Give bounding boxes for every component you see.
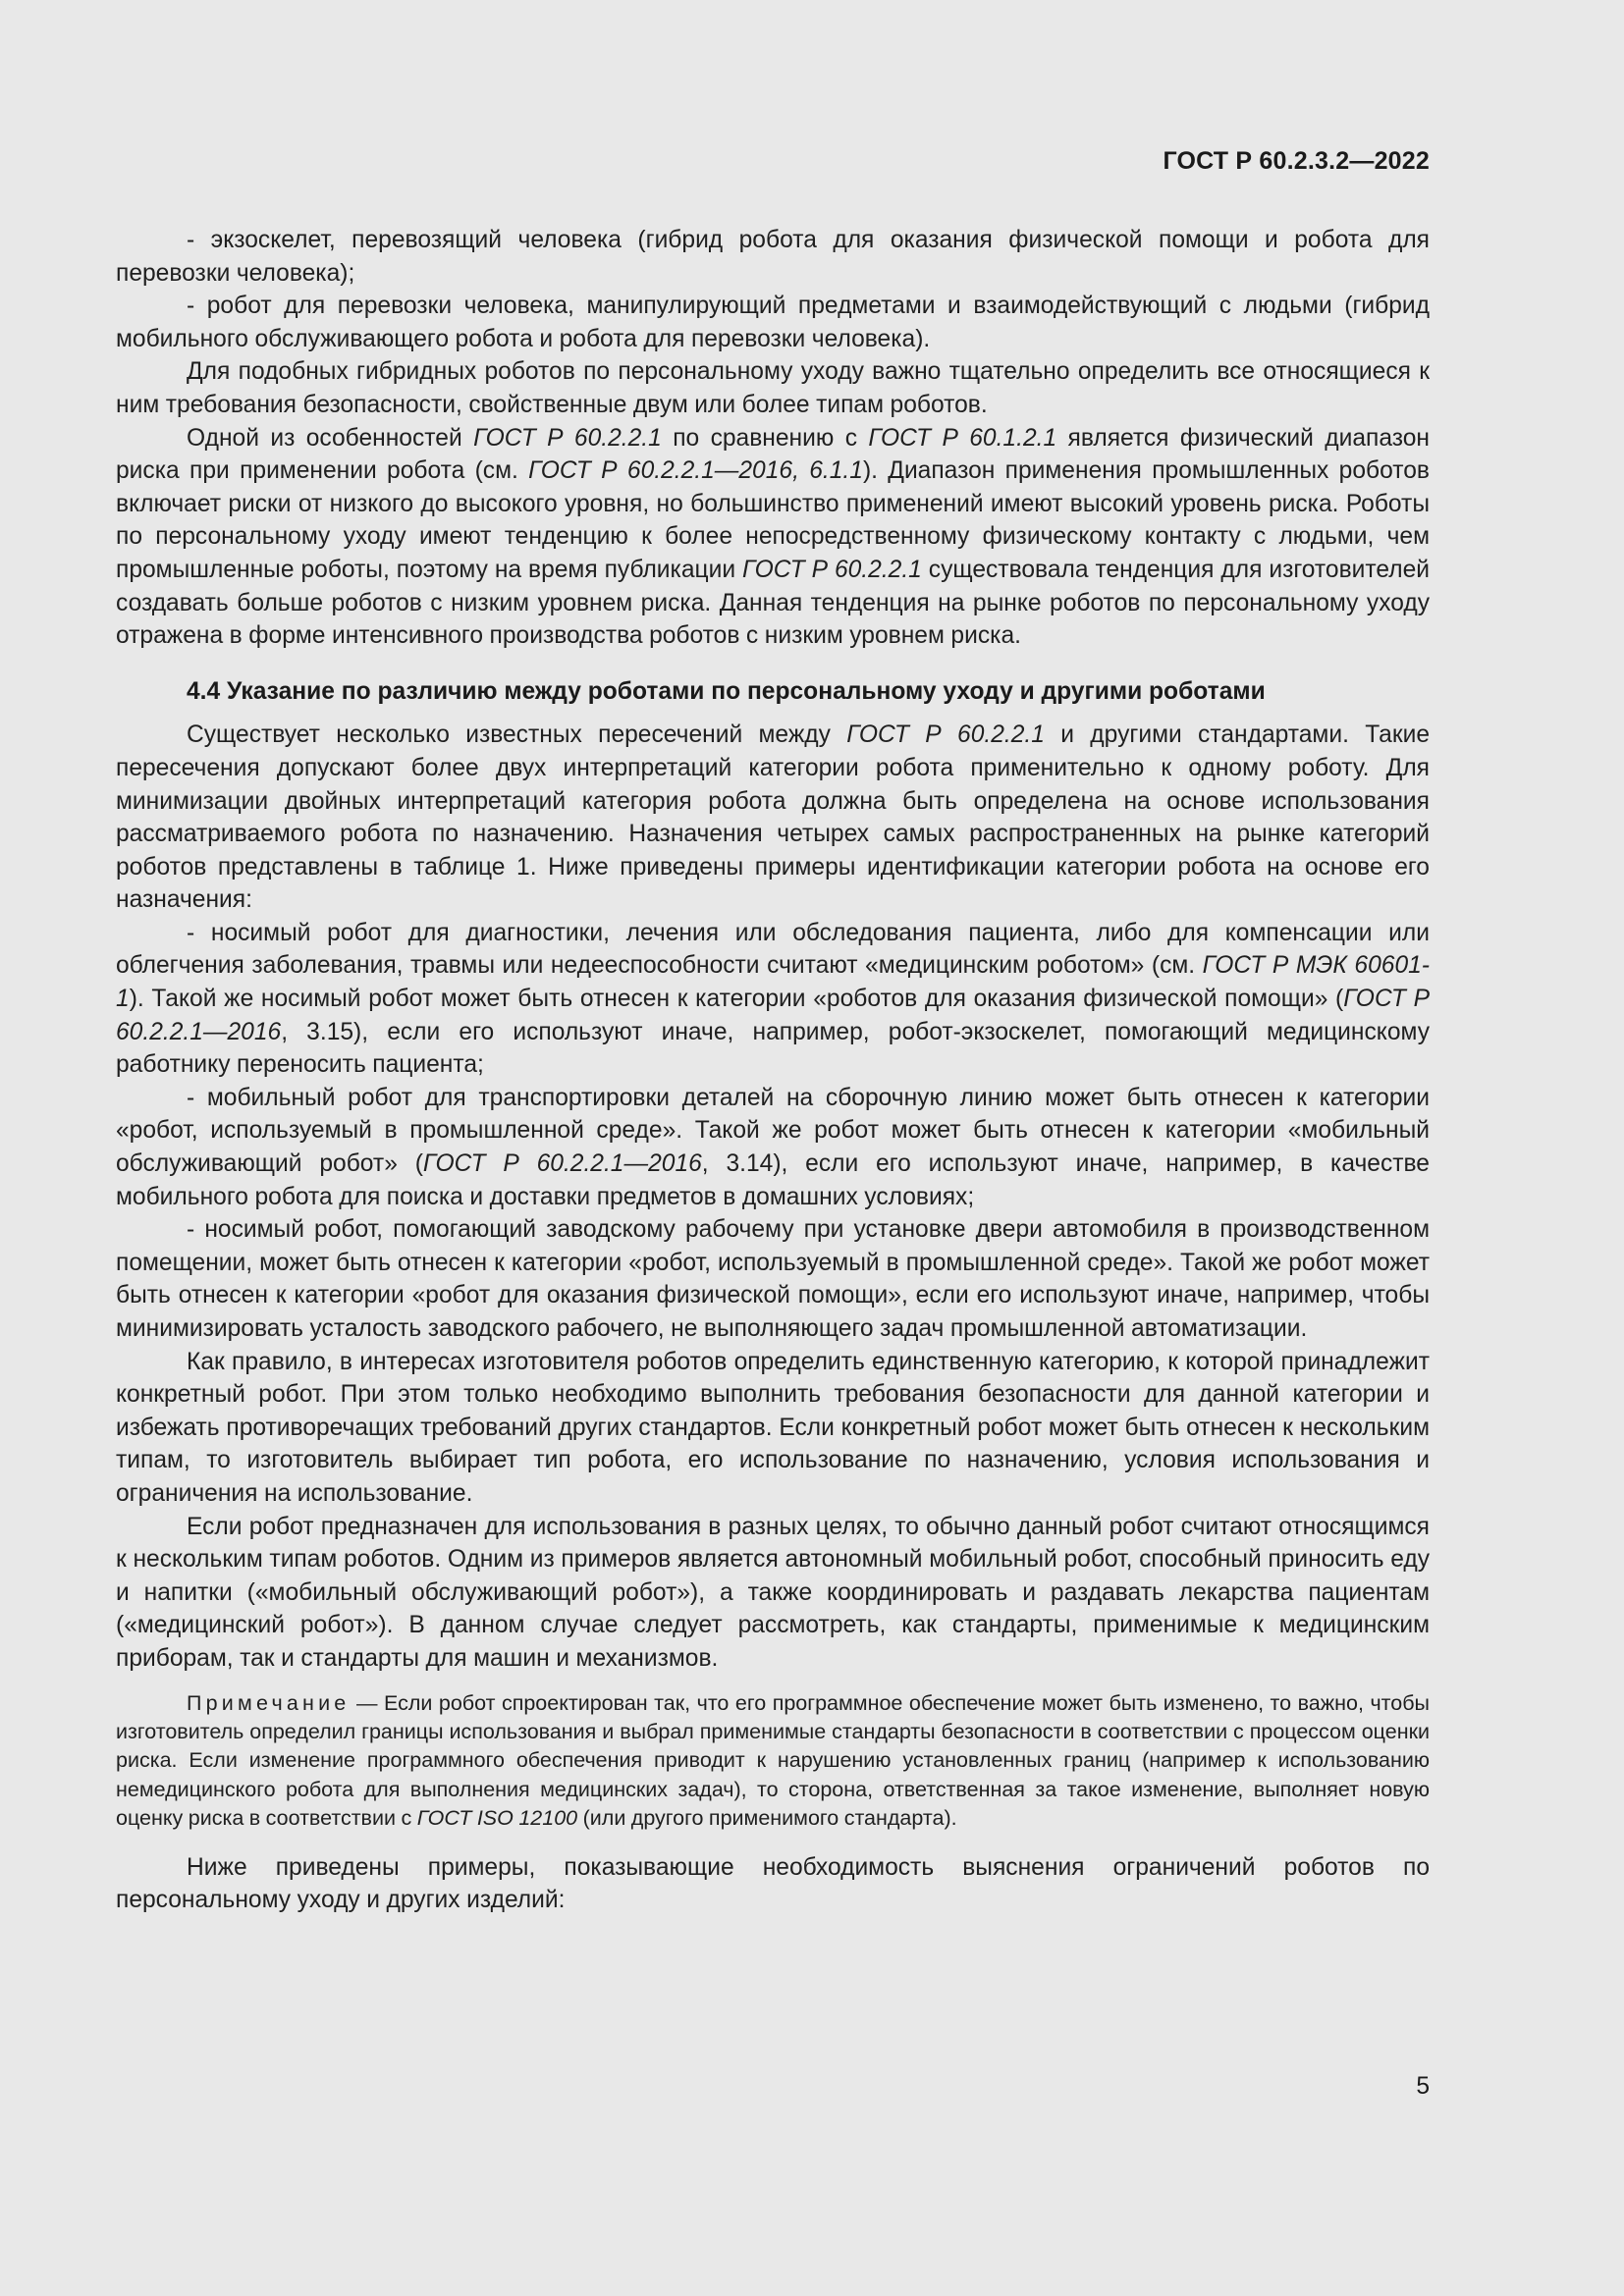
- standard-reference: ГОСТ Р 60.2.2.1—2016: [116, 986, 1430, 1045]
- text-run: - носимый робот, помогающий заводскому рабочему при установке двери автомобиля в производственном помещении, может быть отнесен к категории «робот, используемый в промышленной среде». Такой же робот может быть отнесен к категории «робот для оказания физической помощи», если его используют иначе, например, чтобы минимизировать усталость заводского рабочего, не выполняющего задач промышленной автоматизации.: [116, 1216, 1430, 1342]
- standard-reference: ГОСТ Р 60.1.2.1: [868, 424, 1057, 452]
- paragraph: [116, 1082, 1430, 1213]
- section-paragraphs: [116, 719, 1430, 1675]
- paragraph: [116, 1511, 1430, 1676]
- text-run: Как правило, в интересах изготовителя роботов определить единственную категорию, к которой принадлежит конкретный робот. При этом только необходимо выполнить требования безопасности для данной категории и избежать противоречащих требований других стандартов. Если конкретный робот может быть отнесен к нескольким типам, то изготовитель выбирает тип робота, его использование по назначению, условия использования и ограничения на использование.: [116, 1348, 1430, 1507]
- text-run: по сравнению с: [661, 424, 869, 452]
- text-run: (или другого применимого стандарта).: [577, 1806, 957, 1831]
- text-run: Существует несколько известных пересечений между: [187, 721, 847, 749]
- text-run: и другими стандартами. Такие пересечения допускают более двух интерпретаций категории робота применительно к одному роботу. Для минимизации двойных интерпретаций категория робота должна быть определена на основе использования рассматриваемого робота по назначению. Назначения четырех самых распространенных на рынке категорий роботов представлены в таблице 1. Ниже приведены примеры идентификации категории робота на основе его назначения:: [116, 721, 1431, 914]
- text-run: — Если робот спроектирован так, что его программное обеспечение может быть изменено, то важно, чтобы изготовитель определил границы использования и выбрал применимые стандарты безопасности в соответствии с процессом оценки риска. Если изменение программного обеспечения приводит к нарушению установленных границ (например к использованию немедицинского робота для выполнения медицинских задач), то сторона, ответственная за такое изменение, выполняет новую оценку риска в соответствии с: [116, 1690, 1430, 1831]
- standard-code-header: ГОСТ Р 60.2.3.2—2022: [1163, 147, 1430, 175]
- text-run: - носимый робот для диагностики, лечения или обследования пациента, либо для компенсации или облегчения заболевания, травмы или недееспособности считают «медицинским роботом» (см.: [116, 919, 1430, 980]
- page-content: [116, 224, 1430, 1917]
- text-run: существовала тенденция для изготовителей создавать больше роботов с низким уровнем риска. Данная тенденция на рынке роботов по персональному уходу отражена в форме интенсивного производства роботов с низким уровнем риска.: [116, 556, 1430, 650]
- paragraph: [116, 224, 1430, 290]
- paragraph: [116, 1346, 1430, 1511]
- text-run: Одной из особенностей: [187, 424, 474, 452]
- paragraph: [116, 355, 1430, 421]
- closing-paragraph: [116, 1851, 1430, 1917]
- standard-reference: ГОСТ Р 60.2.2.1: [473, 424, 662, 452]
- text-run: - мобильный робот для транспортировки деталей на сборочную линию может быть отнесен к категории «робот, используемый в промышленной среде». Такой же робот может быть отнесен к категории «мобильный обслуживающий робот» (: [116, 1084, 1430, 1178]
- standard-reference: ГОСТ Р 60.2.2.1: [846, 721, 1045, 749]
- text-run: является физический диапазон риска при применении робота (см.: [116, 424, 1431, 485]
- paragraph: [116, 1213, 1430, 1345]
- paragraph: [116, 422, 1430, 653]
- text-run: - экзоскелет, перевозящий человека (гибрид робота для оказания физической помощи и робота для перевозки человека);: [116, 227, 1430, 287]
- standard-reference: ГОСТ Р 60.2.2.1—2016, 6.1.1: [528, 457, 863, 485]
- note-block: [116, 1689, 1430, 1834]
- paragraph: [116, 917, 1430, 1082]
- paragraph: [116, 290, 1430, 355]
- standard-reference: ГОСТ Р 60.2.2.1—2016: [422, 1150, 702, 1178]
- text-run: ). Диапазон применения промышленных роботов включает риски от низкого до высокого уровня, но большинство применений имеют высокий уровень риска. Роботы по персональному уходу имеют тенденцию к более непосредственному физическому контакту с людьми, чем промышленные роботы, поэтому на время публикации: [116, 457, 1430, 583]
- top-paragraphs: [116, 224, 1430, 653]
- standard-reference: ГОСТ ISO 12100: [416, 1806, 578, 1831]
- note-label: Примечание: [187, 1690, 351, 1715]
- standard-reference: ГОСТ Р МЭК 60601-1: [116, 952, 1430, 1013]
- section-title: 4.4 Указание по различию между роботами по персональному уходу и другими роботами: [187, 677, 1266, 705]
- standard-reference: ГОСТ Р 60.2.2.1: [742, 556, 922, 583]
- text-run: , 3.14), если его используют иначе, например, в качестве мобильного робота для поиска и доставки предметов в домашних условиях;: [116, 1150, 1430, 1210]
- text-run: Для подобных гибридных роботов по персональному уходу важно тщательно определить все относящиеся к ним требования безопасности, свойственные двум или более типам роботов.: [116, 358, 1430, 418]
- text-run: , 3.15), если его используют иначе, например, робот-экзоскелет, помогающий медицинскому работнику переносить пациента;: [116, 1018, 1430, 1079]
- page-number: 5: [1416, 2073, 1430, 2100]
- text-run: Ниже приведены примеры, показывающие необходимость выяснения ограничений роботов по персональному уходу и других изделий:: [116, 1853, 1430, 1914]
- text-run: - робот для перевозки человека, манипулирующий предметами и взаимодействующий с людьми (гибрид мобильного обслуживающего робота и робота для перевозки человека).: [116, 293, 1430, 352]
- text-run: Если робот предназначен для использования в разных целях, то обычно данный робот считают относящимся к нескольким типам роботов. Одним из примеров является автономный мобильный робот, способный приносить еду и напитки («мобильный обслуживающий робот»), а также координировать и раздавать лекарства пациентам («медицинский робот»). В данном случае следует рассмотреть, как стандарты, применимые к медицинским приборам, так и стандарты для машин и механизмов.: [116, 1513, 1430, 1672]
- paragraph: [116, 719, 1430, 917]
- text-run: ). Такой же носимый робот может быть отнесен к категории «роботов для оказания физической помощи» (: [129, 986, 1344, 1013]
